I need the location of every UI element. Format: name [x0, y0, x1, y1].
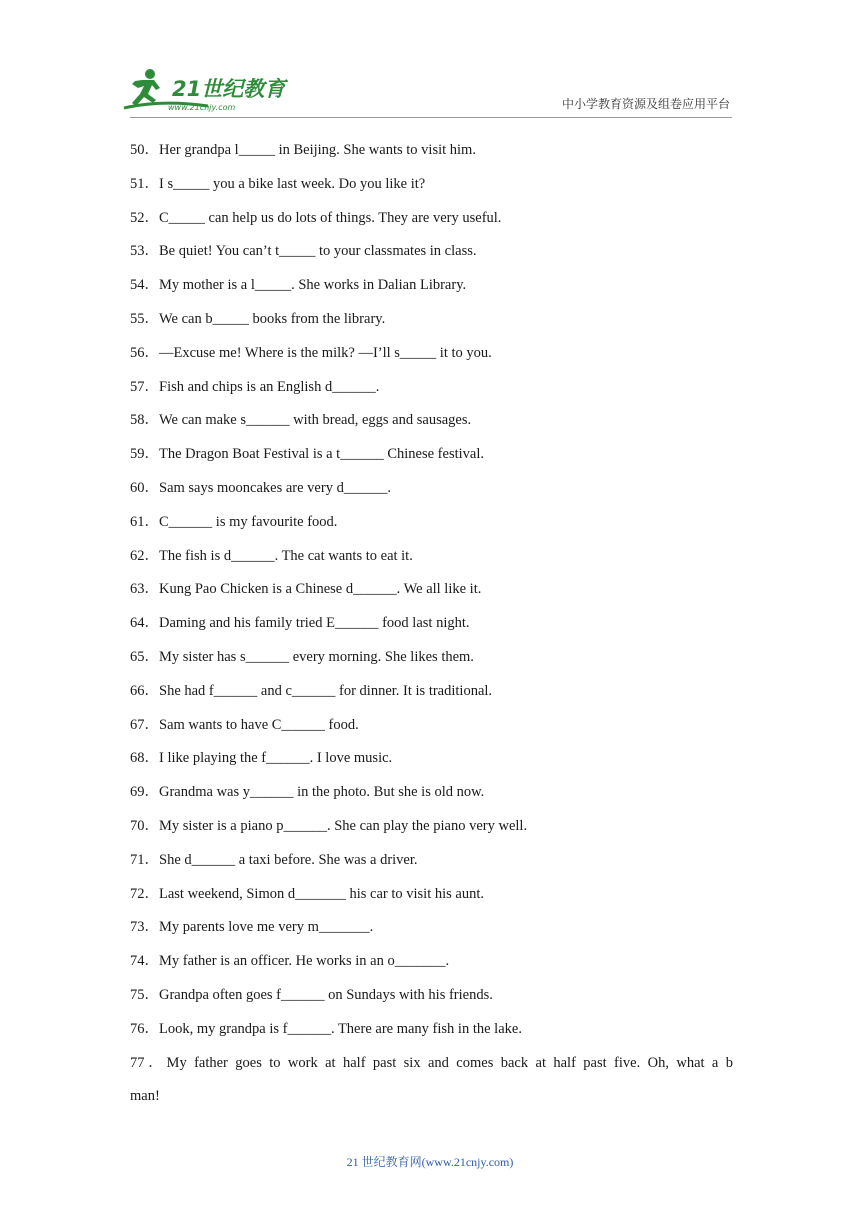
question-item	[130, 979, 733, 1013]
question-text: Kung Pao Chicken is a Chinese d______. We all like it.	[159, 581, 482, 598]
question-number: 67．	[130, 716, 159, 733]
question-continuation: man!	[130, 1088, 160, 1105]
question-number: 71．	[130, 851, 159, 868]
question-item	[130, 709, 733, 743]
question-item	[130, 742, 733, 776]
question-item	[130, 810, 733, 844]
question-text: My mother is a l_____. She works in Dalian Library.	[159, 277, 467, 294]
question-item	[130, 337, 733, 371]
question-item	[130, 844, 733, 878]
question-text: Daming and his family tried E______ food last night.	[159, 615, 470, 632]
question-item	[130, 1013, 733, 1047]
question-text: C______ is my favourite food.	[159, 513, 338, 530]
question-text: She had f______ and c______ for dinner. It is traditional.	[159, 682, 493, 699]
question-text: My father goes to work at half past six and comes back at half past five. Oh, what a b	[166, 1054, 734, 1071]
question-item	[130, 573, 733, 607]
question-item	[130, 776, 733, 810]
question-number: 52．	[130, 209, 159, 226]
platform-tagline: 中小学教育资源及组卷应用平台	[561, 97, 730, 111]
question-number: 60．	[130, 479, 159, 496]
question-item	[130, 404, 733, 438]
question-item	[130, 438, 733, 472]
svg-text:21世纪教育: 21世纪教育	[172, 77, 286, 101]
svg-text:www.21cnjy.com: www.21cnjy.com	[168, 103, 236, 112]
question-number: 74．	[130, 953, 159, 970]
question-number: 58．	[130, 412, 159, 429]
question-number: 73．	[130, 919, 159, 936]
question-text: My sister has s______ every morning. She likes them.	[159, 648, 474, 665]
question-item	[130, 607, 733, 641]
question-number: 55．	[130, 310, 159, 327]
page-header	[0, 0, 860, 120]
question-number: 75．	[130, 986, 159, 1003]
question-text: I like playing the f______. I love music.	[159, 750, 393, 767]
question-text: My sister is a piano p______. She can play the piano very well.	[159, 817, 528, 834]
question-item	[130, 168, 733, 202]
question-number: 76．	[130, 1020, 159, 1037]
question-item	[130, 235, 733, 269]
question-item	[130, 269, 733, 303]
question-text: Her grandpa l_____ in Beijing. She wants to visit him.	[159, 142, 476, 158]
question-text: The fish is d______. The cat wants to eat it.	[159, 547, 413, 564]
question-text: We can make s______ with bread, eggs and sausages.	[159, 412, 472, 429]
question-text: Be quiet! You can’t t_____ to your classmates in class.	[159, 243, 477, 260]
question-text: C_____ can help us do lots of things. They are very useful.	[159, 209, 502, 226]
question-text: —Excuse me! Where is the milk? —I’ll s_____ it to you.	[159, 344, 492, 361]
question-text: Look, my grandpa is f______. There are many fish in the lake.	[159, 1020, 522, 1037]
question-item	[130, 506, 733, 540]
question-number: 57．	[130, 378, 159, 395]
question-text: The Dragon Boat Festival is a t______ Chinese festival.	[159, 446, 484, 463]
question-text: Sam wants to have C______ food.	[159, 716, 359, 733]
header-divider	[130, 117, 732, 118]
question-number: 63．	[130, 581, 159, 598]
question-item	[130, 202, 733, 236]
question-number: 66．	[130, 682, 159, 699]
question-text: Grandpa often goes f______ on Sundays with his friends.	[159, 986, 493, 1003]
question-item	[130, 540, 733, 574]
question-number: 68．	[130, 750, 159, 767]
question-text: We can b_____ books from the library.	[159, 310, 386, 327]
question-text: Last weekend, Simon d_______ his car to visit his aunt.	[159, 885, 485, 902]
question-number: 65．	[130, 648, 159, 665]
question-number: 50．	[130, 142, 159, 158]
question-item	[130, 878, 733, 912]
question-item	[130, 303, 733, 337]
question-item	[130, 134, 733, 168]
question-item	[130, 472, 733, 506]
question-number: 70．	[130, 817, 159, 834]
question-text: Sam says mooncakes are very d______.	[159, 479, 391, 496]
logo	[120, 66, 290, 114]
question-line	[130, 1047, 733, 1081]
question-number: 51．	[130, 175, 159, 192]
question-item	[130, 675, 733, 709]
question-number: 77．	[130, 1054, 167, 1071]
question-text: My father is an officer. He works in an o_______.	[159, 953, 450, 970]
question-text: Grandma was y______ in the photo. But she is old now.	[159, 784, 485, 801]
question-text: She d______ a taxi before. She was a driver.	[159, 851, 418, 868]
question-number: 64．	[130, 615, 159, 632]
question-item	[130, 371, 733, 405]
question-number: 54．	[130, 277, 159, 294]
question-list	[130, 134, 733, 1114]
question-number: 69．	[130, 784, 159, 801]
question-number: 56．	[130, 344, 159, 361]
logo-graphic	[120, 66, 290, 114]
question-item	[130, 911, 733, 945]
question-text: My parents love me very m_______.	[159, 919, 374, 936]
question-number: 72．	[130, 885, 159, 902]
question-item	[130, 641, 733, 675]
question-item	[130, 1047, 733, 1115]
question-number: 61．	[130, 513, 159, 530]
question-number: 53．	[130, 243, 159, 260]
question-item	[130, 945, 733, 979]
question-number: 62．	[130, 547, 159, 564]
question-text: Fish and chips is an English d______.	[159, 378, 380, 395]
question-number: 59．	[130, 446, 159, 463]
page-footer: 21 世纪教育网(www.21cnjy.com)	[346, 1155, 514, 1169]
question-text: I s_____ you a bike last week. Do you like it?	[159, 175, 426, 192]
